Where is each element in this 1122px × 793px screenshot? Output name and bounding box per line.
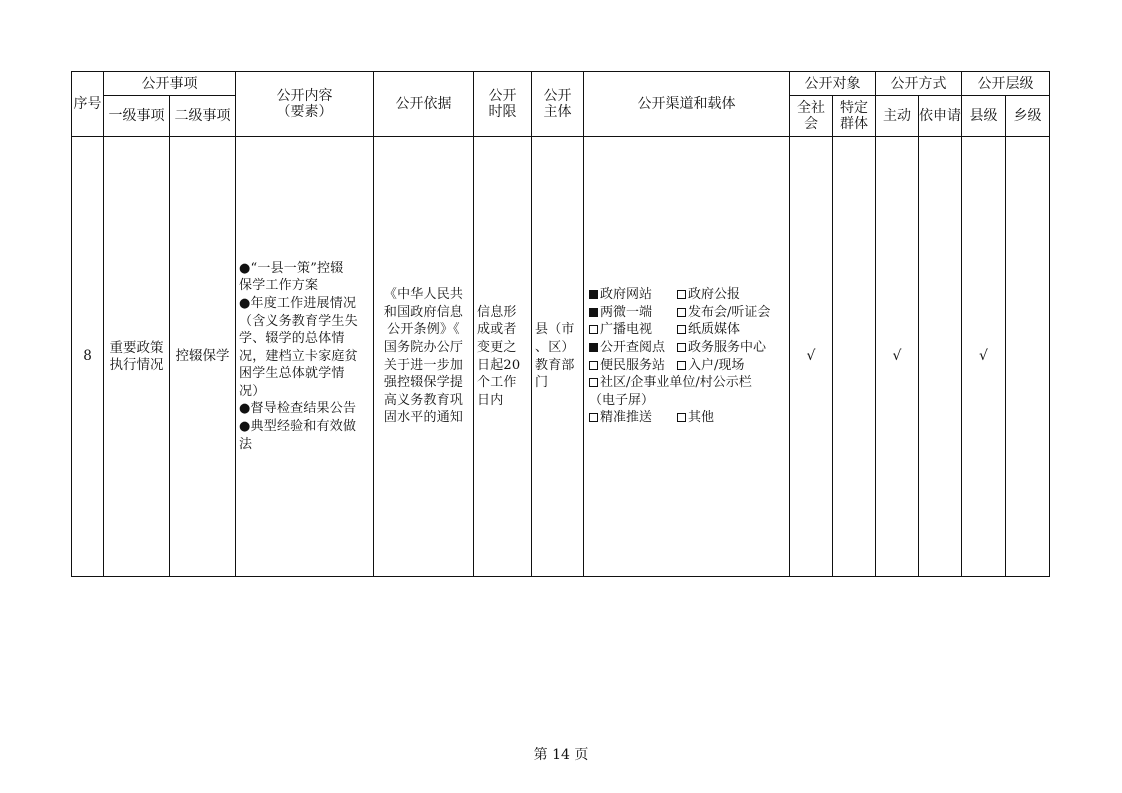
channel-label: 精准推送 xyxy=(600,410,653,426)
row-content: ●“一县一策”控辍 保学工作方案 ●年度工作进展情况 （含义务教育学生失 学、辍学的总体情 况，建档立卡家庭贫 困学生总体就学情 况） ●督导检查结果公告 ●典型经验和有效做 法 xyxy=(236,137,374,577)
empty-box-icon xyxy=(677,343,686,352)
header-channels: 公开渠道和载体 xyxy=(584,72,790,137)
row-time-limit: 信息形 成或者 变更之 日起20 个工作 日内 xyxy=(474,137,532,577)
empty-box-icon xyxy=(677,325,686,334)
channel-item xyxy=(677,339,766,357)
header-subject: 公开 主体 xyxy=(532,72,584,137)
channel-label: 社区/企事业单位/村公示栏 xyxy=(600,375,752,391)
channel-item xyxy=(677,321,740,339)
header-mode-active: 主动 xyxy=(876,96,919,137)
channel-item xyxy=(677,304,770,322)
header-content: 公开内容 （要素） xyxy=(236,72,374,137)
channel-line xyxy=(589,304,787,322)
checked-box-icon xyxy=(589,343,598,352)
empty-box-icon xyxy=(677,361,686,370)
channel-item xyxy=(589,339,677,357)
empty-box-icon xyxy=(589,361,598,370)
row-level1: 重要政策 执行情况 xyxy=(104,137,170,577)
channel-line xyxy=(589,286,787,304)
checked-box-icon xyxy=(589,290,598,299)
channel-line xyxy=(589,409,787,427)
row-target-specific xyxy=(833,137,876,577)
channel-label: 发布会/听证会 xyxy=(688,304,771,320)
channel-item xyxy=(589,374,752,392)
header-level2: 二级事项 xyxy=(170,96,236,137)
checked-box-icon xyxy=(589,308,598,317)
row-seq: 8 xyxy=(72,137,104,577)
channel-line xyxy=(589,357,787,375)
page-number: 第 14 页 xyxy=(533,747,589,763)
channel-item xyxy=(589,286,677,304)
channel-line xyxy=(589,321,787,339)
header-mode-group: 公开方式 xyxy=(876,72,962,96)
row-channels xyxy=(584,137,790,577)
row-level-township xyxy=(1006,137,1050,577)
channel-item xyxy=(677,409,714,427)
row-target-all: √ xyxy=(790,137,833,577)
empty-box-icon xyxy=(589,325,598,334)
empty-box-icon xyxy=(589,378,598,387)
channel-label: 便民服务站 xyxy=(600,357,666,373)
table-row xyxy=(72,137,1050,577)
channel-item xyxy=(589,304,677,322)
row-level2: 控辍保学 xyxy=(170,137,236,577)
empty-box-icon xyxy=(677,413,686,422)
row-basis: 《中华人民共 和国政府信息 公开条例》《 国务院办公厅 关于进一步加 强控辍保学提 高义务教育巩 固水平的通知 xyxy=(374,137,474,577)
empty-box-icon xyxy=(677,308,686,317)
header-time-limit: 公开 时限 xyxy=(474,72,532,137)
row-mode-active: √ xyxy=(876,137,919,577)
channel-label: 入户/现场 xyxy=(688,357,745,373)
header-level-county: 县级 xyxy=(962,96,1006,137)
header-level1: 一级事项 xyxy=(104,96,170,137)
header-item-group: 公开事项 xyxy=(104,72,236,96)
channel-label: 其他 xyxy=(688,410,715,426)
disclosure-table-wrapper xyxy=(71,71,1050,577)
channel-list xyxy=(587,286,787,427)
channel-label: （电子屏） xyxy=(589,392,655,408)
header-target-all: 全社 会 xyxy=(790,96,833,137)
channel-label: 政府公报 xyxy=(688,287,741,303)
channel-label: 政务服务中心 xyxy=(688,339,767,355)
header-basis: 公开依据 xyxy=(374,72,474,137)
channel-label: 公开查阅点 xyxy=(600,339,666,355)
header-seq: 序号 xyxy=(72,72,104,137)
channel-label: 政府网站 xyxy=(600,287,653,303)
empty-box-icon xyxy=(589,413,598,422)
channel-label: 广播电视 xyxy=(600,322,653,338)
channel-label: 纸质媒体 xyxy=(688,322,741,338)
row-subject: 县（市 、区） 教育部 门 xyxy=(532,137,584,577)
channel-line xyxy=(589,339,787,357)
channel-item xyxy=(589,409,677,427)
channel-item xyxy=(589,321,677,339)
channel-item xyxy=(677,357,744,375)
disclosure-table xyxy=(71,71,1050,577)
empty-box-icon xyxy=(677,290,686,299)
channel-item xyxy=(589,392,654,410)
channel-line xyxy=(589,374,787,392)
row-level-county: √ xyxy=(962,137,1006,577)
header-target-group: 公开对象 xyxy=(790,72,876,96)
header-level-group: 公开层级 xyxy=(962,72,1050,96)
header-level-township: 乡级 xyxy=(1006,96,1050,137)
header-mode-request: 依申请 xyxy=(919,96,962,137)
row-mode-request xyxy=(919,137,962,577)
channel-item xyxy=(589,357,677,375)
channel-line xyxy=(589,392,787,410)
channel-item xyxy=(677,286,740,304)
channel-label: 两微一端 xyxy=(600,304,653,320)
header-target-specific: 特定 群体 xyxy=(833,96,876,137)
header-row-1 xyxy=(72,72,1050,96)
